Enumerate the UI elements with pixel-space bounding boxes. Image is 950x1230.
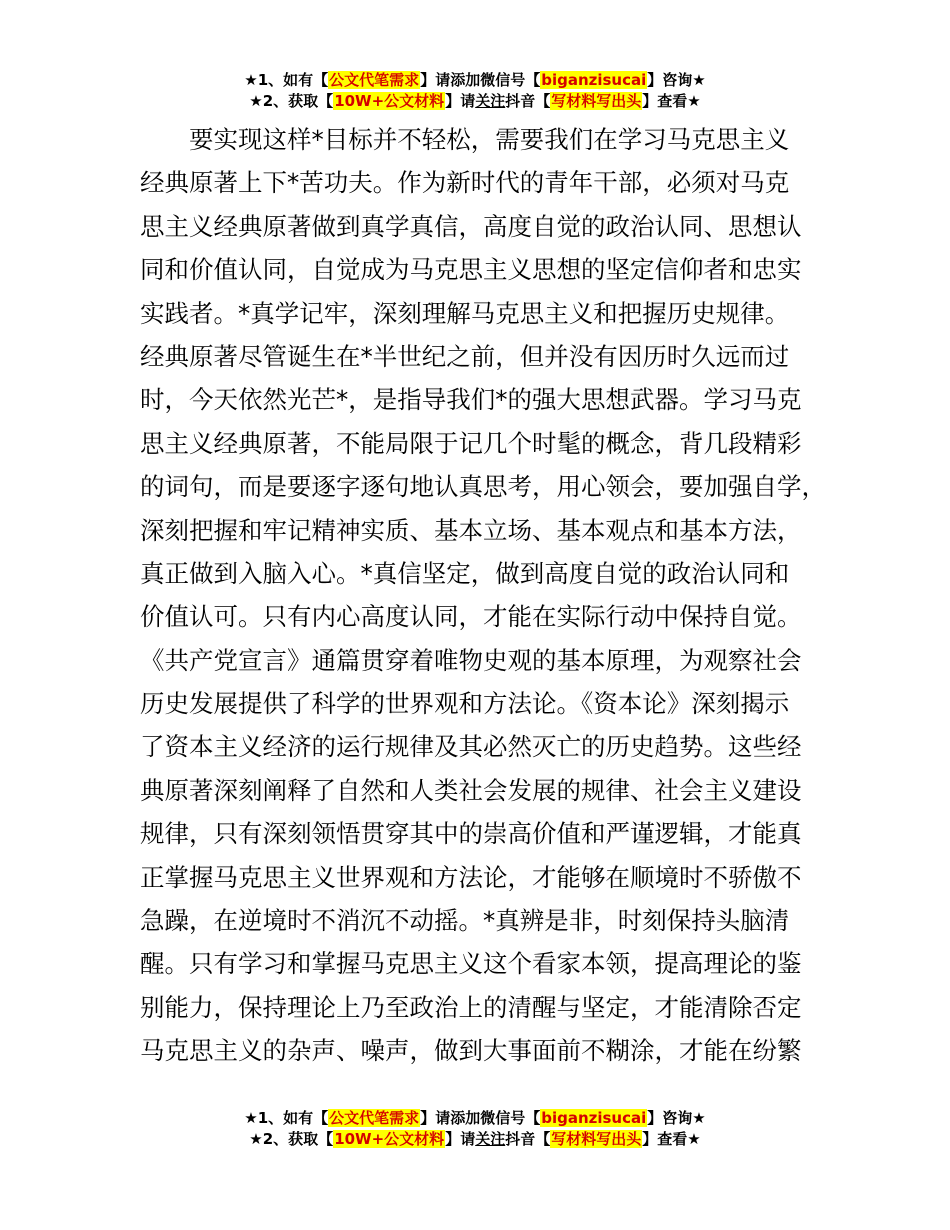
body-line: 别能力，保持理论上乃至政治上的清醒与坚定，才能清除否定 xyxy=(140,992,802,1022)
footer-notice xyxy=(0,1108,950,1150)
highlight-service: 公文代笔需求 xyxy=(329,1109,420,1127)
body-line: 经典原著尽管诞生在*半世纪之前，但并没有因历时久远而过 xyxy=(140,341,790,371)
body-line: 的词句，而是要逐字逐句地认真思考，用心领会，要加强自学， xyxy=(140,472,826,502)
highlight-douyin-account: 写材料写出头 xyxy=(551,1130,642,1148)
body-line: 思主义经典原著做到真学真信，高度自觉的政治认同、思想认 xyxy=(140,211,802,241)
body-line: 《共产党宣言》通篇贯穿着唯物史观的基本原理，为观察社会 xyxy=(140,645,802,675)
body-line: 真正做到入脑入心。*真信坚定，做到高度自觉的政治认同和 xyxy=(140,558,790,588)
body-line: 历史发展提供了科学的世界观和方法论。《资本论》深刻揭示 xyxy=(140,689,790,719)
highlight-wechat-id: biganzisucai xyxy=(541,1109,647,1127)
header-notice-line-1: ★1、如有【公文代笔需求】请添加微信号【biganzisucai】咨询★ xyxy=(244,71,706,89)
highlight-wechat-id: biganzisucai xyxy=(541,71,647,89)
body-line: 要实现这样*目标并不轻松，需要我们在学习马克思主义 xyxy=(189,125,790,154)
body-line: 急躁，在逆境时不消沉不动摇。*真辨是非，时刻保持头脑清 xyxy=(140,906,790,936)
highlight-materials: 10W+公文材料 xyxy=(334,1130,445,1148)
body-line: 深刻把握和牢记精神实质、基本立场、基本观点和基本方法， xyxy=(140,515,802,545)
footer-notice-line-1: ★1、如有【公文代笔需求】请添加微信号【biganzisucai】咨询★ xyxy=(244,1109,706,1127)
highlight-douyin-account: 写材料写出头 xyxy=(551,92,642,110)
body-line: 马克思主义的杂声、噪声，做到大事面前不糊涂，才能在纷繁 xyxy=(140,1036,802,1066)
underlined-follow: 关注 xyxy=(475,92,506,110)
underlined-follow: 关注 xyxy=(475,1130,506,1148)
header-notice xyxy=(0,70,950,112)
body-line: 实践者。*真学记牢，深刻理解马克思主义和把握历史规律。 xyxy=(140,298,790,328)
body-line: 经典原著上下*苦功夫。作为新时代的青年干部，必须对马克 xyxy=(140,168,790,198)
body-line: 时，今天依然光芒*，是指导我们*的强大思想武器。学习马克 xyxy=(140,385,802,415)
body-line: 正掌握马克思主义世界观和方法论，才能够在顺境时不骄傲不 xyxy=(140,862,802,892)
body-line: 思主义经典原著，不能局限于记几个时髦的概念，背几段精彩 xyxy=(140,428,802,458)
header-notice-line-2: ★2、获取【10W+公文材料】请关注抖音【写材料写出头】查看★ xyxy=(249,92,701,110)
body-line: 了资本主义经济的运行规律及其必然灭亡的历史趋势。这些经 xyxy=(140,732,802,762)
body-line: 规律，只有深刻领悟贯穿其中的崇高价值和严谨逻辑，才能真 xyxy=(140,819,802,849)
highlight-materials: 10W+公文材料 xyxy=(334,92,445,110)
body-line: 价值认可。只有内心高度认同，才能在实际行动中保持自觉。 xyxy=(140,602,802,632)
body-line: 醒。只有学习和掌握马克思主义这个看家本领，提高理论的鉴 xyxy=(140,949,802,979)
body-line: 同和价值认同，自觉成为马克思主义思想的坚定信仰者和忠实 xyxy=(140,255,802,285)
body-line: 典原著深刻阐释了自然和人类社会发展的规律、社会主义建设 xyxy=(140,775,802,805)
highlight-service: 公文代笔需求 xyxy=(329,71,420,89)
document-body xyxy=(140,118,830,1073)
footer-notice-line-2: ★2、获取【10W+公文材料】请关注抖音【写材料写出头】查看★ xyxy=(249,1130,701,1148)
